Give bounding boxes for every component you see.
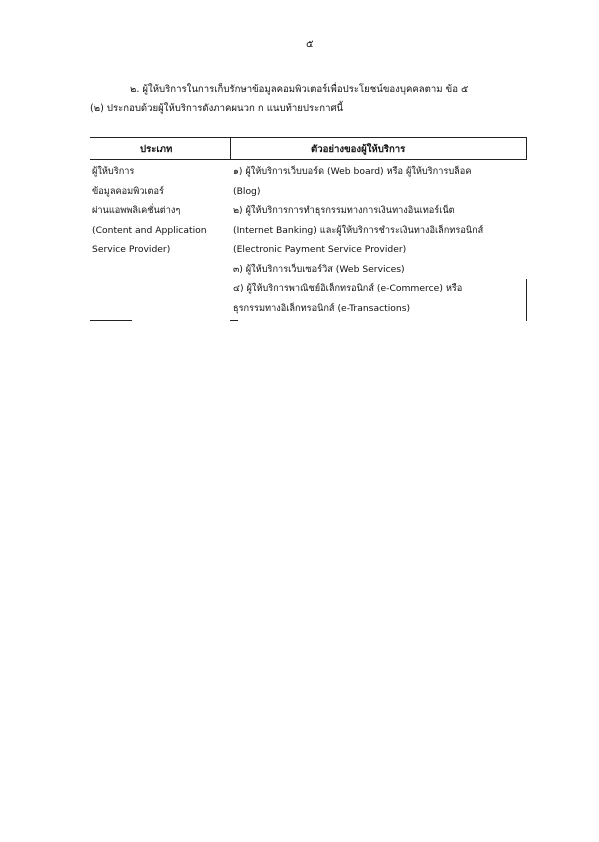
- table-right-border: [526, 137, 527, 160]
- table-bottom-stub-right: [230, 320, 238, 321]
- example-line: ๔) ผู้ให้บริการพาณิชย์อิเล็กทรอนิกส์ (e-Commerce) หรือ: [233, 283, 463, 294]
- type-line: (Content and Application: [92, 224, 207, 236]
- type-line: Service Provider): [92, 244, 171, 255]
- page-number: ๕: [306, 39, 314, 50]
- table-bottom-stub-left: [90, 320, 132, 321]
- type-line: ผ่านแอพพลิเคชั่นต่างๆ: [92, 205, 181, 216]
- example-line: ๒) ผู้ให้บริการการทำธุรกรรมทางการเงินทางอินเทอร์เน็ต: [233, 205, 455, 216]
- table-top-border: [90, 137, 526, 138]
- example-line: (Internet Banking) และผู้ให้บริการชำระเงินทางอิเล็กทรอนิกส์: [233, 224, 484, 236]
- type-line: ผู้ให้บริการ: [92, 166, 135, 177]
- example-line: (Blog): [233, 185, 261, 197]
- examples-cell: [233, 162, 483, 318]
- intro-line-2: (๒) ประกอบด้วยผู้ให้บริการดังภาคผนวก ก แนบท้ายประกาศนี้: [90, 103, 344, 114]
- table-header-border: [90, 159, 526, 160]
- example-line: ๑) ผู้ให้บริการเว็บบอร์ด (Web board) หรือ ผู้ให้บริการบล็อค: [233, 166, 472, 177]
- table-right-border-lower: [526, 279, 527, 321]
- example-line: ธุรกรรมทางอิเล็กทรอนิกส์ (e-Transactions): [233, 302, 411, 314]
- example-line: ๓) ผู้ให้บริการเว็บเซอร์วิส (Web Services): [233, 263, 405, 275]
- type-cell: [92, 162, 207, 260]
- table-column-divider: [230, 137, 231, 160]
- intro-line-1: ๒. ผู้ให้บริการในการเก็บรักษาข้อมูลคอมพิวเตอร์เพื่อประโยชน์ของบุคคลตาม ข้อ ๕: [130, 84, 469, 95]
- header-examples: ตัวอย่างของผู้ให้บริการ: [311, 144, 406, 155]
- example-line: (Electronic Payment Service Provider): [233, 244, 407, 255]
- header-type: ประเภท: [140, 144, 173, 155]
- type-line: ข้อมูลคอมพิวเตอร์: [92, 185, 164, 197]
